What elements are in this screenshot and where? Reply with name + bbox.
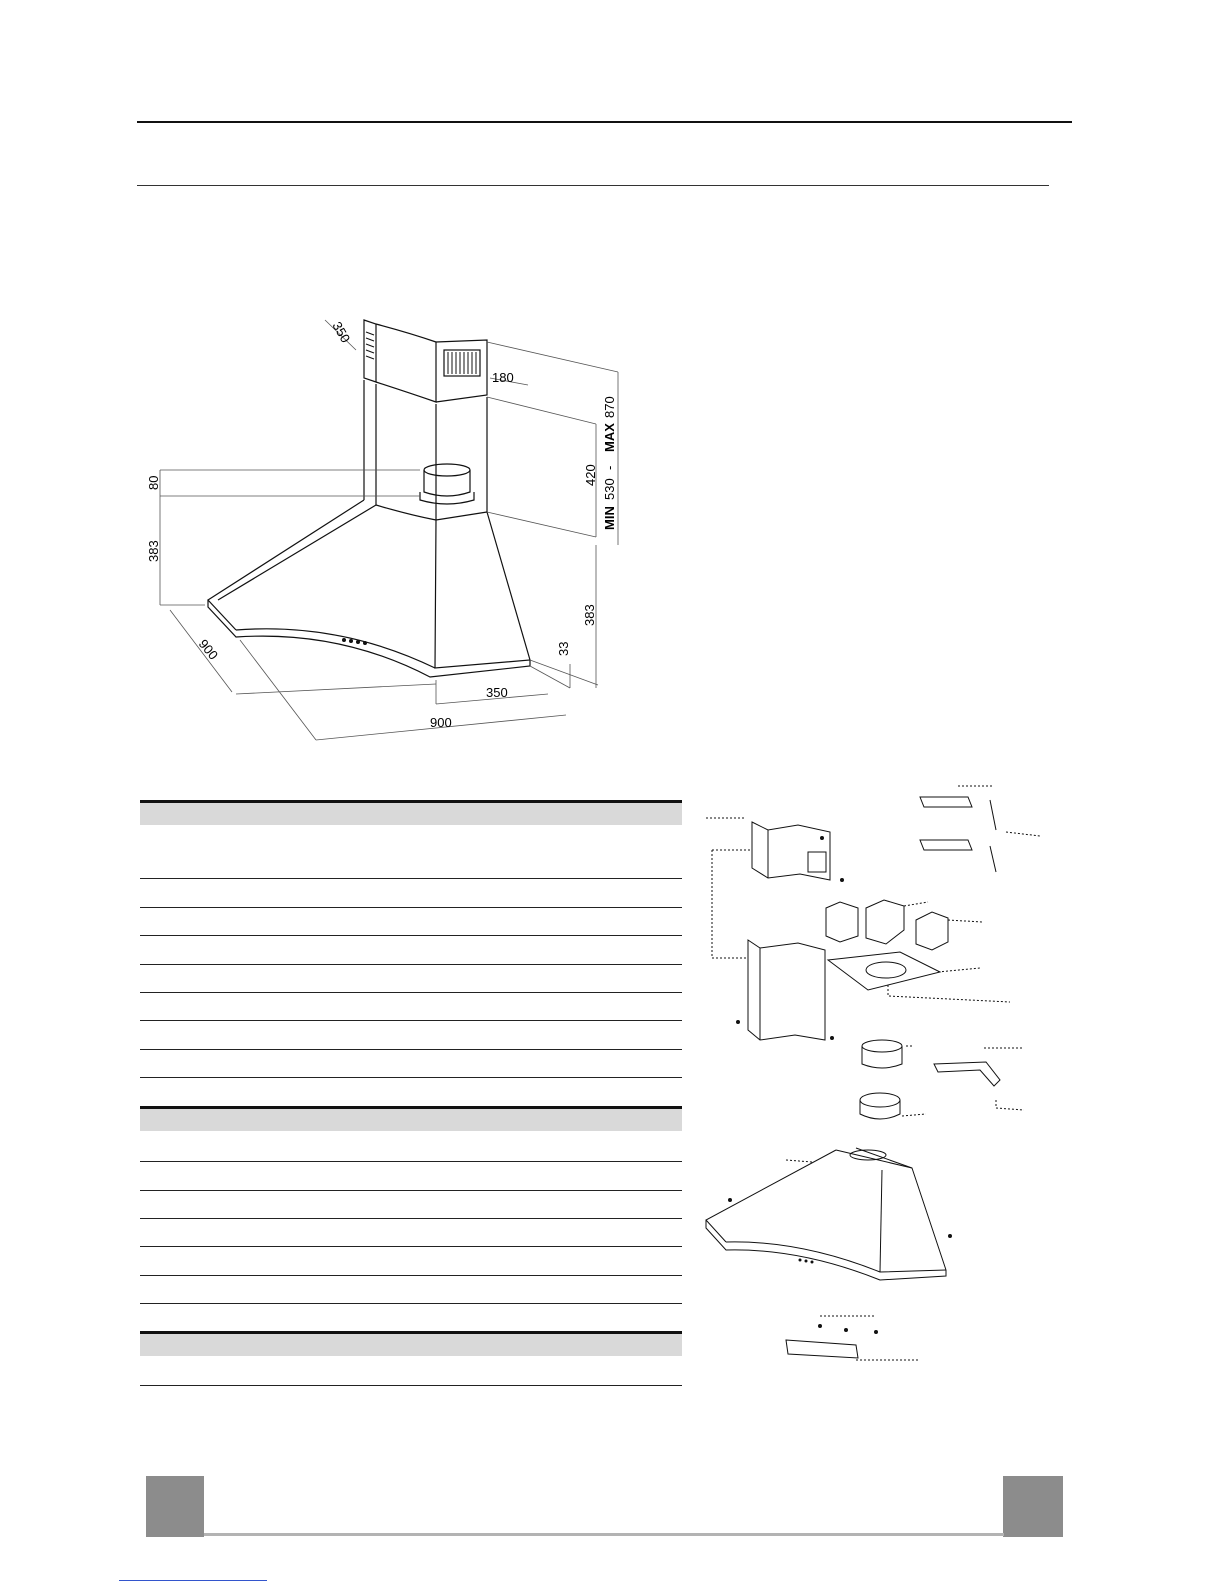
table-row: [140, 1131, 682, 1162]
dim-max-label: MAX: [602, 423, 617, 452]
dim-side-width: 900: [195, 636, 222, 663]
dim-body-height-left: 383: [146, 540, 161, 562]
footer-rule: [204, 1533, 1004, 1536]
table-row: [140, 965, 682, 993]
table-header: [140, 800, 682, 825]
dim-top-width: 180: [492, 370, 514, 385]
table-row: [140, 1356, 682, 1386]
dim-canopy-edge: 33: [556, 641, 571, 656]
spec-table-3: [140, 1331, 682, 1386]
spec-table-1: [140, 800, 682, 1078]
table-row: [140, 936, 682, 965]
dim-dash: -: [602, 465, 617, 470]
dim-front-depth: 350: [486, 685, 508, 700]
footer-tab-left: [146, 1476, 204, 1537]
footer-link-underline: [119, 1580, 267, 1581]
table-row: [140, 1162, 682, 1191]
table-row: [140, 825, 682, 879]
table-row: [140, 1219, 682, 1247]
dim-body-height-right: 383: [582, 604, 597, 626]
table-row: [140, 993, 682, 1021]
dim-chimney-lower: 420: [583, 464, 598, 486]
parts-exploded-diagram: [700, 780, 1050, 1380]
table-header: [140, 1106, 682, 1131]
dim-front-width: 900: [430, 715, 452, 730]
table-row: [140, 1247, 682, 1276]
hood-dimension-drawing: [140, 300, 660, 760]
table-row: [140, 1050, 682, 1078]
table-header: [140, 1331, 682, 1356]
top-rule: [137, 121, 1072, 123]
spec-table-2: [140, 1106, 682, 1304]
table-row: [140, 879, 682, 908]
dim-min-label: MIN: [602, 506, 617, 530]
section-rule: [137, 185, 1049, 186]
table-row: [140, 1021, 682, 1050]
footer-tab-right: [1003, 1476, 1063, 1537]
table-row: [140, 1191, 682, 1219]
table-row: [140, 1276, 682, 1304]
dim-min-value: 530: [602, 478, 617, 500]
dim-chimney-max: 870: [602, 396, 617, 418]
table-row: [140, 908, 682, 936]
dim-outlet-height: 80: [146, 475, 161, 490]
dim-top-depth: 350: [329, 319, 354, 346]
